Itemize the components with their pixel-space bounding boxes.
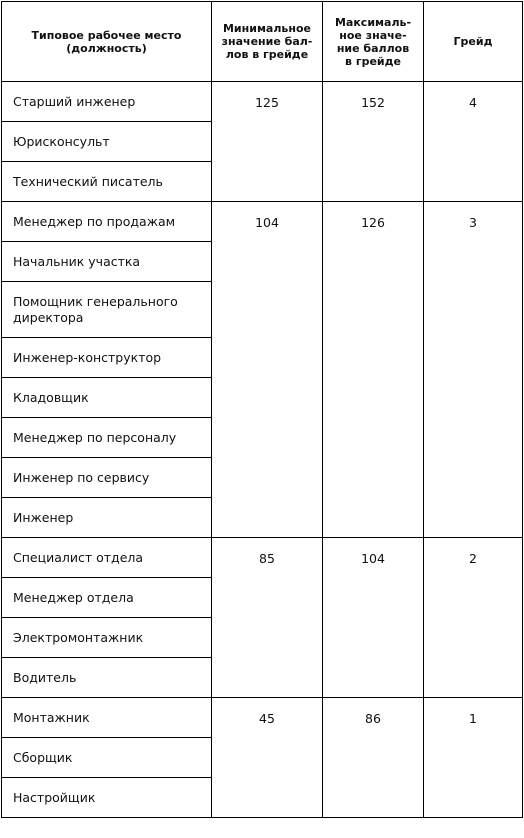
header-row bbox=[2, 2, 523, 82]
job-title: Монтажник bbox=[2, 698, 212, 738]
header-grade: Грейд bbox=[424, 2, 523, 82]
grade-value: 2 bbox=[424, 538, 523, 698]
grade-value: 4 bbox=[424, 82, 523, 202]
job-title: Кладовщик bbox=[2, 378, 212, 418]
min-points: 85 bbox=[212, 538, 323, 698]
max-points: 152 bbox=[323, 82, 424, 202]
table-row bbox=[2, 82, 523, 122]
job-title: Менеджер по персоналу bbox=[2, 418, 212, 458]
header-min-points: Минимальное значение бал- лов в грейде bbox=[212, 2, 323, 82]
job-title: Инженер по сервису bbox=[2, 458, 212, 498]
min-points: 45 bbox=[212, 698, 323, 818]
job-title: Сборщик bbox=[2, 738, 212, 778]
header-position: Типовое рабочее место (должность) bbox=[2, 2, 212, 82]
max-points: 126 bbox=[323, 202, 424, 538]
header-max-points: Максималь- ное значе- ние баллов в грейде bbox=[323, 2, 424, 82]
job-title: Электромонтажник bbox=[2, 618, 212, 658]
min-points: 125 bbox=[212, 82, 323, 202]
grade-value: 3 bbox=[424, 202, 523, 538]
job-title: Помощник генерального директора bbox=[2, 282, 212, 338]
job-title: Специалист отдела bbox=[2, 538, 212, 578]
job-title: Технический писатель bbox=[2, 162, 212, 202]
job-title: Юрисконсульт bbox=[2, 122, 212, 162]
job-title: Инженер bbox=[2, 498, 212, 538]
job-title: Менеджер отдела bbox=[2, 578, 212, 618]
table-row bbox=[2, 538, 523, 578]
job-title: Настройщик bbox=[2, 778, 212, 818]
job-title: Менеджер по продажам bbox=[2, 202, 212, 242]
table-row bbox=[2, 698, 523, 738]
min-points: 104 bbox=[212, 202, 323, 538]
grade-value: 1 bbox=[424, 698, 523, 818]
max-points: 104 bbox=[323, 538, 424, 698]
job-title: Старший инженер bbox=[2, 82, 212, 122]
grade-table bbox=[1, 1, 523, 818]
job-title: Начальник участка bbox=[2, 242, 212, 282]
job-title: Водитель bbox=[2, 658, 212, 698]
max-points: 86 bbox=[323, 698, 424, 818]
table-row bbox=[2, 202, 523, 242]
job-title: Инженер-конструктор bbox=[2, 338, 212, 378]
